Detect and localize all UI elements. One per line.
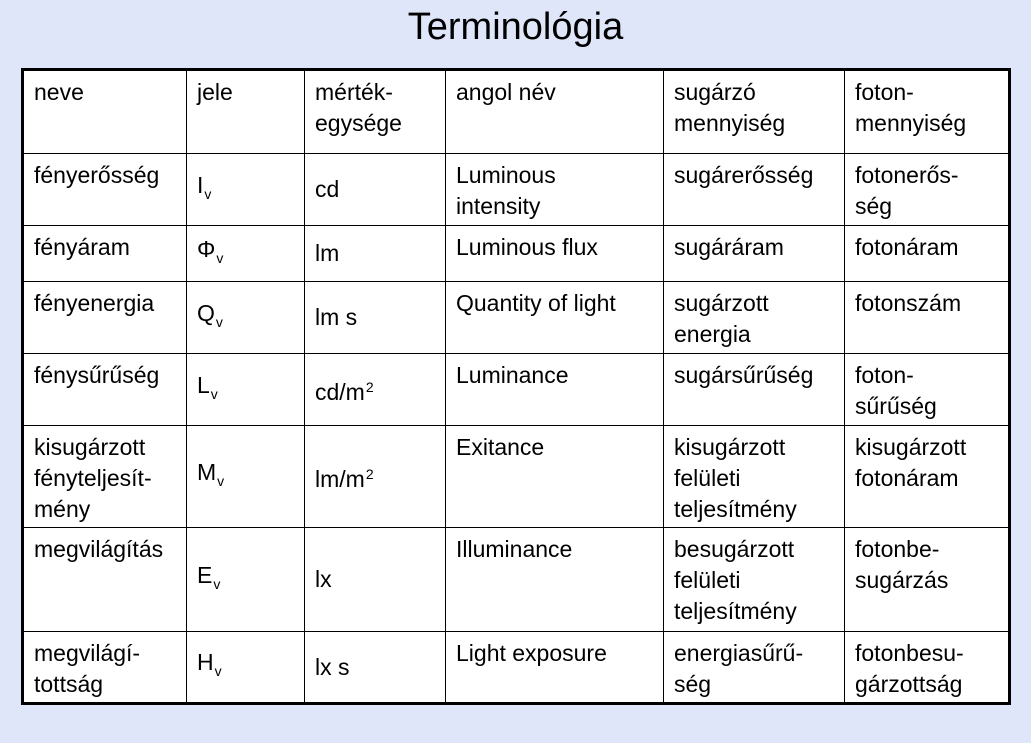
cell-foton (845, 226, 1010, 282)
unit-superscript: 2 (365, 378, 374, 395)
cell-line: Quantity of light (456, 290, 616, 316)
cell-line: gárzottság (855, 671, 963, 697)
table-row (23, 154, 1010, 226)
cell-neve (23, 354, 187, 426)
cell-angol (446, 354, 664, 426)
cell-sugarzo (664, 226, 845, 282)
unit-text: cd (315, 176, 340, 202)
cell-line: ség (674, 671, 712, 697)
cell-line: sugárzó (674, 79, 756, 105)
symbol-letter: Q (197, 299, 215, 326)
cell-symbol (187, 632, 305, 704)
cell-symbol (187, 426, 305, 528)
symbol-subscript: v (213, 575, 221, 592)
cell-line: felületi (674, 567, 741, 593)
cell-line: foton- (855, 79, 914, 105)
cell-line: neve (34, 79, 84, 105)
cell-line: Luminance (456, 362, 569, 388)
table-row (23, 632, 1010, 704)
cell-line: mérték- (315, 79, 393, 105)
cell-foton (845, 632, 1010, 704)
symbol-subscript: v (204, 185, 212, 202)
cell-symbol (187, 226, 305, 282)
cell-neve (23, 632, 187, 704)
cell-sugarzo (664, 528, 845, 632)
cell-line: jele (197, 79, 233, 105)
unit-text: lm (315, 240, 340, 266)
unit-text: lm s (315, 304, 358, 330)
symbol-letter: I (197, 171, 204, 198)
header-jele (187, 70, 305, 154)
cell-unit (305, 426, 446, 528)
cell-foton (845, 426, 1010, 528)
cell-unit (305, 632, 446, 704)
cell-line: foton- (855, 362, 914, 388)
cell-line: Exitance (456, 434, 545, 460)
cell-unit (305, 154, 446, 226)
cell-angol (446, 154, 664, 226)
cell-line: energia (674, 321, 751, 347)
cell-angol (446, 426, 664, 528)
cell-sugarzo (664, 632, 845, 704)
table-row (23, 426, 1010, 528)
cell-line: Luminous (456, 162, 556, 188)
cell-line: Illuminance (456, 536, 573, 562)
cell-line: megvilágítás (34, 536, 164, 562)
unit-text: lm/m (315, 465, 365, 492)
cell-line: angol név (456, 79, 556, 105)
cell-line: sugárerősség (674, 162, 814, 188)
header-sugarzo (664, 70, 845, 154)
symbol-subscript: v (215, 313, 223, 330)
cell-line: Luminous flux (456, 234, 598, 260)
cell-unit (305, 354, 446, 426)
cell-unit (305, 226, 446, 282)
cell-line: felületi (674, 465, 741, 491)
table-row (23, 354, 1010, 426)
symbol-subscript: v (216, 249, 224, 266)
cell-line: megvilágí- (34, 640, 141, 666)
cell-line: mennyiség (674, 110, 786, 136)
header-row (23, 70, 1010, 154)
cell-line: sugársűrűség (674, 362, 814, 388)
header-neve (23, 70, 187, 154)
cell-line: fotonáram (855, 465, 959, 491)
cell-line: sugáráram (674, 234, 784, 260)
cell-line: sűrűség (855, 393, 937, 419)
cell-line: mény (34, 496, 91, 522)
symbol-subscript: v (214, 663, 222, 679)
cell-line: fotonbe- (855, 536, 940, 562)
cell-line: besugárzott (674, 536, 795, 562)
header-mertekegyseg (305, 70, 446, 154)
cell-line: kisugárzott (855, 434, 967, 460)
cell-foton (845, 354, 1010, 426)
symbol-letter: H (197, 649, 214, 675)
cell-angol (446, 282, 664, 354)
cell-line: mennyiség (855, 110, 967, 136)
cell-line: energiasűrű- (674, 640, 804, 666)
cell-unit (305, 282, 446, 354)
cell-line: sugárzott (674, 290, 769, 316)
cell-line: sugárzás (855, 567, 949, 593)
cell-sugarzo (664, 426, 845, 528)
header-foton (845, 70, 1010, 154)
cell-line: fénysűrűség (34, 362, 160, 388)
cell-sugarzo (664, 282, 845, 354)
cell-neve (23, 528, 187, 632)
symbol-subscript: v (210, 385, 218, 402)
table-row (23, 226, 1010, 282)
table-row (23, 282, 1010, 354)
cell-neve (23, 154, 187, 226)
symbol-letter: E (197, 561, 213, 588)
cell-line: fényerősség (34, 162, 160, 188)
unit-text: cd/m (315, 378, 365, 405)
cell-line: fotonerős- (855, 162, 959, 188)
header-angol (446, 70, 664, 154)
unit-text: lx (315, 566, 332, 592)
cell-symbol (187, 282, 305, 354)
symbol-letter: Φ (197, 235, 216, 262)
cell-line: fotonbesu- (855, 640, 964, 666)
cell-foton (845, 282, 1010, 354)
cell-line: Light exposure (456, 640, 607, 666)
table-row (23, 528, 1010, 632)
cell-line: kisugárzott (34, 434, 146, 460)
cell-neve (23, 282, 187, 354)
unit-text: lx s (315, 653, 350, 680)
cell-line: fotonszám (855, 290, 962, 316)
cell-line: fényenergia (34, 290, 155, 316)
cell-line: fényteljesít- (34, 465, 152, 491)
cell-line: intensity (456, 193, 541, 219)
page-title: Terminológia (407, 6, 624, 48)
cell-symbol (187, 528, 305, 632)
symbol-letter: M (197, 458, 217, 485)
cell-line: tottság (34, 671, 104, 697)
cell-angol (446, 528, 664, 632)
cell-neve (23, 426, 187, 528)
cell-line: ség (855, 193, 893, 219)
cell-angol (446, 226, 664, 282)
cell-line: teljesítmény (674, 598, 797, 624)
cell-symbol (187, 154, 305, 226)
cell-symbol (187, 354, 305, 426)
cell-line: fotonáram (855, 234, 959, 260)
symbol-letter: L (197, 371, 210, 398)
cell-line: egysége (315, 110, 402, 136)
cell-line: kisugárzott (674, 434, 786, 460)
unit-superscript: 2 (365, 465, 374, 482)
cell-line: teljesítmény (674, 496, 797, 522)
symbol-subscript: v (217, 472, 225, 489)
cell-neve (23, 226, 187, 282)
cell-foton (845, 528, 1010, 632)
cell-sugarzo (664, 154, 845, 226)
cell-line: fényáram (34, 234, 130, 260)
cell-sugarzo (664, 354, 845, 426)
cell-foton (845, 154, 1010, 226)
cell-unit (305, 528, 446, 632)
terminology-table (21, 68, 1011, 705)
cell-angol (446, 632, 664, 704)
